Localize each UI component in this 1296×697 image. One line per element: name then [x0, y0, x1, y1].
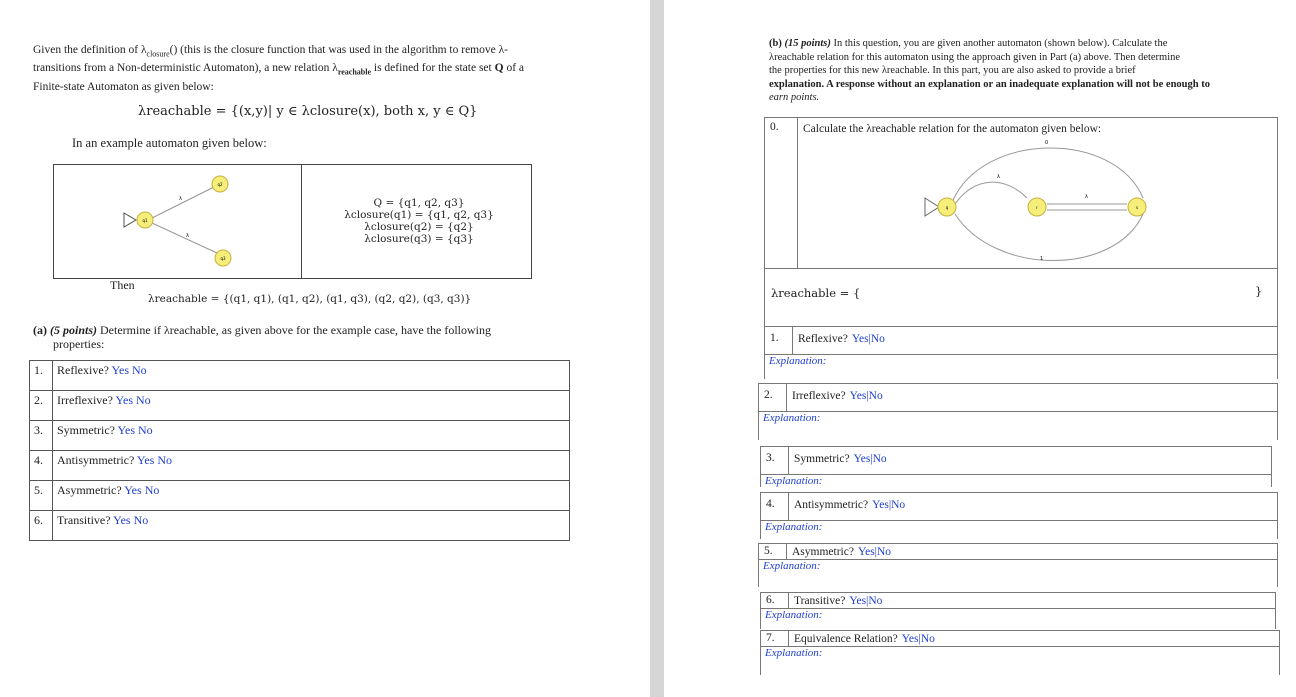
part-b-line1: In this question, you are given another automaton (shown below). Calculate the: [833, 38, 1168, 49]
yes-no-options[interactable]: Yes|No: [901, 633, 935, 645]
bottom-label: 1: [1040, 256, 1044, 262]
explanation-area[interactable]: [760, 473, 1272, 487]
example-box: [53, 164, 532, 279]
property-number: 3.: [30, 421, 53, 451]
explanation-label: Explanation:: [765, 609, 823, 621]
property-number: 6.: [30, 511, 53, 541]
q0-divider: [797, 118, 798, 268]
state-label-q1: q1: [142, 218, 148, 223]
part-a-text2: properties:: [53, 337, 105, 351]
question-divider: [786, 544, 787, 559]
yes-no-options[interactable]: Yes|No: [872, 499, 906, 511]
intro-line2-b: is defined for the state set: [371, 62, 495, 75]
edge-s-q-bottom: [955, 214, 1143, 261]
part-a-question: [33, 323, 553, 351]
question-row: [758, 383, 1278, 412]
reachable-open: λreachable = {: [771, 286, 861, 300]
start-arrow-icon: [124, 213, 136, 227]
property-row: [30, 421, 570, 451]
question-number: 6.: [766, 594, 775, 606]
no-option[interactable]: No: [133, 513, 149, 527]
intro-text: Given the definition of λ: [33, 44, 147, 56]
question-number: 2.: [764, 389, 773, 401]
explanation-area[interactable]: [760, 519, 1278, 539]
state-label-q: q: [945, 205, 949, 210]
intro-sub: closure: [146, 49, 170, 59]
question-number: 5.: [764, 545, 773, 557]
no-option[interactable]: No: [138, 423, 153, 437]
edge-q-s-top: [953, 148, 1143, 200]
intro-line3: Finite-state Automaton as given below:: [33, 80, 214, 93]
edge-q1-q3: [152, 223, 217, 253]
explanation-label: Explanation:: [765, 475, 823, 487]
intro-paragraph: [33, 43, 573, 94]
intro-line2-sub: reachable: [337, 67, 372, 77]
part-b-label: (b): [769, 38, 782, 49]
yes-option[interactable]: Yes: [124, 483, 142, 497]
edge-label-2: λ: [1085, 194, 1088, 200]
no-option[interactable]: No: [157, 453, 173, 467]
question-0-box: [764, 117, 1278, 327]
part-b-line4: explanation. A response without an explanation or an inadequate explanation will not be enough to: [769, 78, 1210, 90]
q0-hline: [765, 268, 1277, 269]
state-label-s: s: [1135, 205, 1139, 210]
no-option[interactable]: No: [144, 483, 160, 497]
intro-line2-c: of a: [503, 62, 524, 75]
explanation-label: Explanation:: [763, 560, 821, 572]
question-label: Symmetric?: [794, 453, 850, 465]
property-label: Irreflexive?: [57, 393, 113, 407]
example-automaton-diagram: [54, 165, 301, 278]
intro-q: Q: [494, 62, 504, 75]
property-cell: [53, 391, 570, 421]
property-label: Reflexive?: [57, 363, 109, 377]
explanation-area[interactable]: [758, 410, 1278, 440]
part-b-line5: earn points.: [769, 92, 820, 103]
intro-line2: transitions from a Non-deterministic Automaton), a new relation λ: [33, 62, 338, 75]
property-number: 4.: [30, 451, 53, 481]
properties-table: [29, 360, 570, 541]
explanation-label: Explanation:: [765, 521, 823, 533]
property-label: Asymmetric?: [57, 483, 122, 497]
property-row: [30, 391, 570, 421]
question-label: Equivalence Relation?: [794, 633, 898, 645]
q0-text: Calculate the λreachable relation for the automaton given below:: [803, 123, 1102, 135]
loop-label: 0: [1045, 140, 1049, 146]
property-label: Transitive?: [57, 513, 111, 527]
property-row: [30, 481, 570, 511]
right-page: [664, 0, 1296, 697]
property-cell: [53, 361, 570, 391]
edge-r-q: [955, 182, 1027, 204]
question-row: [760, 492, 1278, 521]
part-b-question: [769, 37, 1279, 105]
property-cell: [53, 451, 570, 481]
question-text: [794, 632, 935, 646]
property-label: Symmetric?: [57, 423, 115, 437]
part-a-label: (a): [33, 323, 47, 337]
no-option[interactable]: No: [132, 363, 147, 377]
edge-label-1: λ: [179, 196, 182, 202]
question-text: [792, 545, 891, 559]
property-label: Antisymmetric?: [57, 453, 135, 467]
closure-q2: λclosure(q2) = {q2}: [364, 221, 474, 233]
yes-no-options[interactable]: Yes|No: [857, 546, 892, 558]
property-cell: [53, 511, 570, 541]
question-text: [794, 498, 905, 512]
example-sets: [344, 197, 494, 245]
question-text: [792, 389, 883, 403]
question-row: [764, 326, 1278, 355]
property-number: 1.: [30, 361, 53, 391]
property-cell: [53, 421, 570, 451]
explanation-label: Explanation:: [765, 647, 823, 659]
reachable-close: }: [1255, 284, 1263, 298]
question-divider: [786, 384, 787, 411]
example-divider: [301, 165, 302, 278]
question-label: Antisymmetric?: [794, 499, 869, 511]
explanation-label: Explanation:: [769, 355, 827, 367]
question-label: Asymmetric?: [792, 546, 854, 558]
yes-option[interactable]: Yes: [117, 423, 136, 437]
q0-number: 0.: [770, 121, 779, 133]
q-set: Q = {q1, q2, q3}: [373, 197, 465, 209]
property-row: [30, 511, 570, 541]
property-number: 2.: [30, 391, 53, 421]
question-number: 7.: [766, 632, 775, 644]
question-label: Transitive?: [794, 595, 846, 607]
part-a-points: (5 points): [50, 323, 98, 337]
question-label: Irreflexive?: [792, 390, 846, 402]
closure-q1: λclosure(q1) = {q1, q2, q3}: [344, 209, 494, 221]
explanation-area[interactable]: [760, 607, 1276, 629]
definition-formula: λreachable = {(x,y)| y ∈ λclosure(x), both x, y ∈ Q}: [138, 104, 478, 119]
yes-no-options[interactable]: Yes|No: [853, 453, 887, 465]
start-arrow-icon: [925, 198, 939, 216]
property-cell: [53, 481, 570, 511]
question-number: 3.: [766, 452, 775, 464]
page-gutter: [650, 0, 664, 697]
question-divider: [792, 327, 793, 354]
yes-no-options[interactable]: Yes|No: [851, 333, 885, 345]
explanation-label: Explanation:: [763, 412, 821, 424]
question-number: 1.: [770, 332, 779, 344]
property-number: 5.: [30, 481, 53, 511]
yes-option[interactable]: Yes: [113, 513, 131, 527]
part-b-line2: λreachable relation for this automaton using the approach given in Part (a) above. Then determine: [769, 51, 1181, 63]
then-label: Then: [110, 278, 135, 292]
property-row: [30, 361, 570, 391]
edge-label-2: λ: [186, 233, 189, 239]
q0-automaton-diagram: [915, 136, 1155, 266]
yes-option[interactable]: Yes: [115, 393, 133, 407]
reachable-result: λreachable = {(q1, q1), (q1, q2), (q1, q3), (q2, q2), (q3, q3)}: [148, 293, 472, 305]
state-label-r: r: [1036, 205, 1038, 210]
state-label-q3: q3: [220, 256, 226, 261]
question-number: 4.: [766, 498, 775, 510]
example-intro: In an example automaton given below:: [72, 136, 267, 150]
question-text: [798, 332, 885, 346]
state-label-q2: q2: [217, 182, 223, 187]
no-option[interactable]: No: [136, 393, 151, 407]
question-divider: [788, 493, 789, 520]
explanation-area[interactable]: [764, 353, 1278, 379]
edge-label-1: λ: [997, 174, 1000, 180]
yes-no-options[interactable]: Yes|No: [849, 390, 883, 402]
question-text: [794, 452, 887, 466]
explanation-area[interactable]: [760, 645, 1280, 675]
question-row: [760, 446, 1272, 475]
explanation-area[interactable]: [758, 558, 1278, 587]
part-b-line3: the properties for this new λreachable. In this part, you are also asked to provide a brief: [769, 65, 1136, 76]
question-divider: [788, 593, 789, 608]
yes-option[interactable]: Yes: [136, 453, 155, 467]
question-divider: [788, 447, 789, 474]
yes-option[interactable]: Yes: [111, 363, 130, 377]
question-text: [794, 594, 882, 608]
property-row: [30, 451, 570, 481]
part-b-points: (15 points): [784, 38, 831, 49]
question-label: Reflexive?: [798, 333, 848, 345]
yes-no-options[interactable]: Yes|No: [849, 595, 883, 607]
part-a-text: Determine if λreachable, as given above for the example case, have the following: [100, 323, 491, 337]
edge-q1-q2: [152, 187, 214, 218]
question-divider: [788, 631, 789, 646]
closure-q3: λclosure(q3) = {q3}: [364, 233, 474, 245]
intro-text-b: () (this is the closure function that was used in the algorithm to remove λ-: [169, 44, 508, 56]
